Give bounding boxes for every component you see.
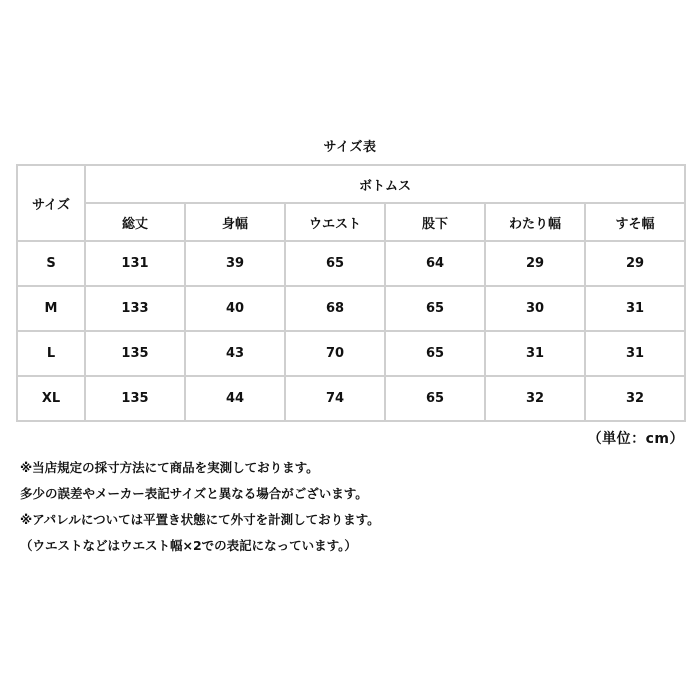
table-cell: 135 xyxy=(85,376,185,421)
table-row xyxy=(17,331,685,376)
size-label: M xyxy=(17,286,85,331)
notes-block xyxy=(20,455,680,559)
column-header: 総丈 xyxy=(85,203,185,241)
table-cell: 31 xyxy=(585,331,685,376)
table-cell: 64 xyxy=(385,241,485,286)
table-cell: 65 xyxy=(285,241,385,286)
table-cell: 65 xyxy=(385,331,485,376)
table-cell: 44 xyxy=(185,376,285,421)
table-group-header-row xyxy=(17,165,685,203)
group-header-bottoms: ボトムス xyxy=(85,165,685,203)
table-cell: 135 xyxy=(85,331,185,376)
size-label: XL xyxy=(17,376,85,421)
unit-label: （単位：cm） xyxy=(587,431,684,447)
note-line: ※当店規定の採寸方法にて商品を実測しております。 xyxy=(20,460,319,475)
note-line: （ウエストなどはウエスト幅×2での表記になっています。） xyxy=(20,538,357,553)
table-cell: 40 xyxy=(185,286,285,331)
table-cell: 32 xyxy=(485,376,585,421)
table-cell: 65 xyxy=(385,376,485,421)
table-cell: 39 xyxy=(185,241,285,286)
table-cell: 30 xyxy=(485,286,585,331)
table-cell: 70 xyxy=(285,331,385,376)
table-cell: 133 xyxy=(85,286,185,331)
size-label: S xyxy=(17,241,85,286)
table-cell: 31 xyxy=(485,331,585,376)
table-cell: 29 xyxy=(485,241,585,286)
size-label: L xyxy=(17,331,85,376)
column-header: わたり幅 xyxy=(485,203,585,241)
note-line: ※アパレルについては平置き状態にて外寸を計測しております。 xyxy=(20,512,380,527)
table-cell: 31 xyxy=(585,286,685,331)
table-row xyxy=(17,376,685,421)
note-line: 多少の誤差やメーカー表記サイズと異なる場合がございます。 xyxy=(20,486,368,501)
size-column-header: サイズ xyxy=(17,165,85,241)
column-header: 股下 xyxy=(385,203,485,241)
page-title: サイズ表 xyxy=(323,140,377,155)
column-header: ウエスト xyxy=(285,203,385,241)
column-header: 身幅 xyxy=(185,203,285,241)
table-cell: 32 xyxy=(585,376,685,421)
table-row xyxy=(17,286,685,331)
table-cell: 65 xyxy=(385,286,485,331)
table-row xyxy=(17,241,685,286)
size-table xyxy=(16,164,686,422)
table-cell: 131 xyxy=(85,241,185,286)
table-cell: 68 xyxy=(285,286,385,331)
table-cell: 43 xyxy=(185,331,285,376)
column-header: すそ幅 xyxy=(585,203,685,241)
table-cell: 29 xyxy=(585,241,685,286)
table-cell: 74 xyxy=(285,376,385,421)
table-column-header-row xyxy=(17,203,685,241)
